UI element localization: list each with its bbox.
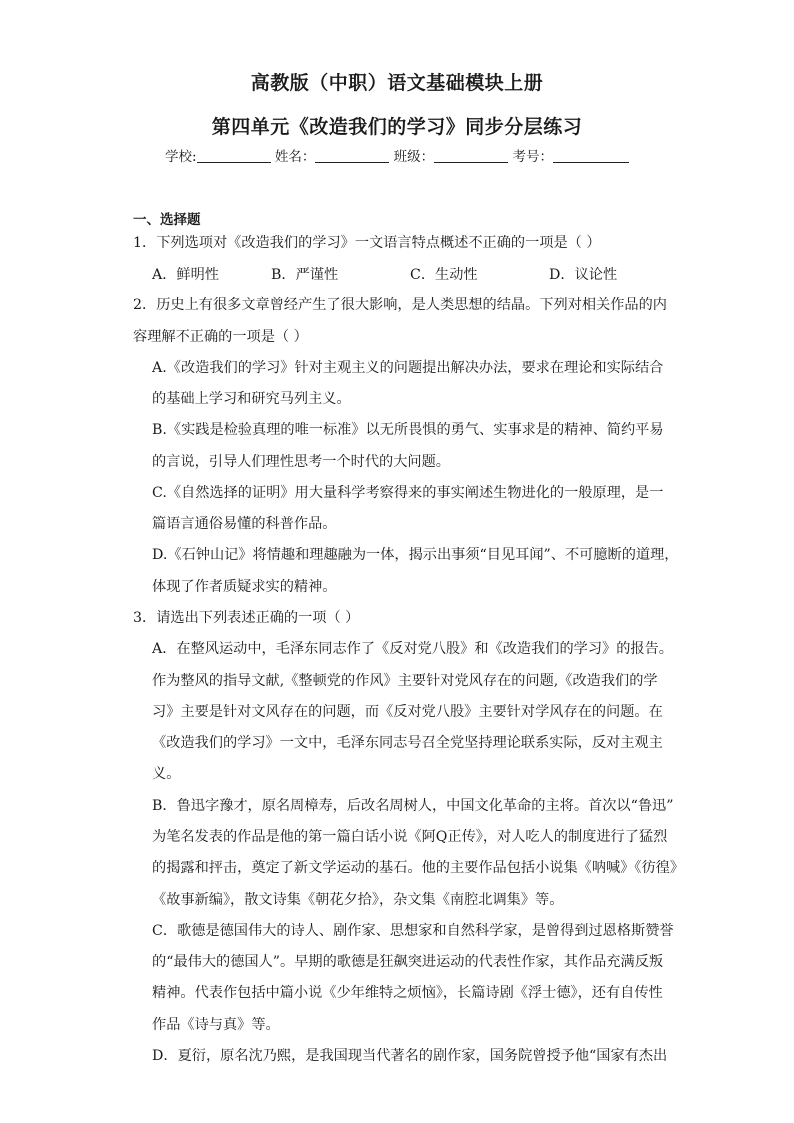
question-3-option-b: B．鲁迅字豫才，原名周樟寿，后改名周树人，中国文化革命的主将。首次以“鲁迅”: [152, 798, 674, 814]
question-1-option-d: D．议论性: [549, 267, 618, 283]
number-blank[interactable]: [553, 148, 629, 163]
question-3-option-c: 的“最伟大的德国人”。早期的歌德是狂飙突进运动的代表性作家，其作品充满反叛: [152, 954, 664, 970]
question-3-stem: 3．请选出下列表述正确的一项（ ）: [133, 610, 360, 626]
question-2-option-d: 体现了作者质疑求实的精神。: [152, 579, 337, 595]
question-3-option-b: 《故事新编》，散文诗集《朝花夕拾》，杂文集《南腔北调集》等。: [152, 892, 564, 908]
question-2-option-c: 篇语言通俗易懂的科普作品。: [152, 516, 337, 532]
question-3-option-a: 作为整风的指导文献,《整顿党的作风》主要针对党风存在的问题,《改造我们的学: [152, 673, 658, 689]
school-blank[interactable]: [197, 148, 271, 163]
student-info-row: [165, 145, 629, 165]
question-2-option-b: 的言说，引导人们理性思考一个时代的大问题。: [152, 454, 450, 470]
question-2-option-a: A.《改造我们的学习》针对主观主义的问题提出解决办法，要求在理论和实际结合: [152, 360, 664, 376]
question-3-option-c: C．歌德是德国伟大的诗人、剧作家、思想家和自然科学家，是曾得到过恩格斯赞誉: [152, 923, 674, 939]
class-blank[interactable]: [434, 148, 508, 163]
question-3-option-a: 义。: [152, 766, 181, 782]
question-1-option-a: A．鲜明性: [152, 267, 219, 283]
question-3-option-a: 《改造我们的学习》一文中，毛泽东同志号召全党坚持理论联系实际，反对主观主: [152, 735, 663, 751]
document-title: 高教版（中职）语文基础模块上册: [250, 72, 544, 94]
question-2-option-d: D.《石钟山记》将情趣和理趣融为一体，揭示出事须“目见耳闻”、不可臆断的道理，: [152, 547, 679, 563]
question-2-option-c: C.《自然选择的证明》用大量科学考察得来的事实阐述生物进化的一般原理，是一: [152, 485, 664, 501]
question-3-option-c: 作品《诗与真》等。: [152, 1017, 280, 1033]
question-2-option-a: 的基础上学习和研究马列主义。: [152, 391, 351, 407]
school-label: 学校:: [165, 149, 197, 165]
question-1-option-c: C．生动性: [410, 267, 478, 283]
question-3-option-b: 为笔名发表的作品是他的第一篇白话小说《阿Q正传》，对人吃人的制度进行了猛烈: [152, 829, 668, 845]
class-label: 班级：: [393, 149, 435, 165]
name-blank[interactable]: [315, 148, 389, 163]
question-3-option-d: D．夏衍，原名沈乃熙，是我国现当代著名的剧作家，国务院曾授予他“国家有杰出: [152, 1048, 668, 1064]
number-label: 考号：: [512, 149, 553, 165]
question-3-option-c: 精神。代表作包括中篇小说《少年维特之烦恼》，长篇诗剧《浮士德》，还有自传性: [152, 985, 663, 1001]
question-1-option-b: B．严谨性: [271, 267, 339, 283]
name-label: 姓名：: [274, 149, 316, 165]
question-2-stem-line: 容理解不正确的一项是（ ）: [133, 329, 308, 345]
question-2-option-b: B.《实践是检验真理的唯一标准》以无所畏惧的勇气、实事求是的精神、简约平易: [152, 422, 664, 438]
question-3-option-b: 的揭露和抨击，奠定了新文学运动的基石。他的主要作品包括小说集《呐喊》《彷徨》: [152, 860, 685, 876]
section-title: 一、选择题: [133, 212, 201, 228]
question-1-stem: 1．下列选项对《改造我们的学习》一文语言特点概述不正确的一项是（ ）: [133, 235, 601, 251]
document-subtitle: 第四单元《改造我们的学习》同步分层练习: [211, 116, 583, 138]
question-2-stem-line: 2．历史上有很多文章曾经产生了很大影响，是人类思想的结晶。下列对相关作品的内: [133, 297, 667, 313]
question-3-option-a: 习》主要是针对文风存在的问题，而《反对党八股》主要针对学风存在的问题。在: [152, 704, 663, 720]
question-3-option-a: A．在整风运动中，毛泽东同志作了《反对党八股》和《改造我们的学习》的报告。: [152, 641, 673, 657]
